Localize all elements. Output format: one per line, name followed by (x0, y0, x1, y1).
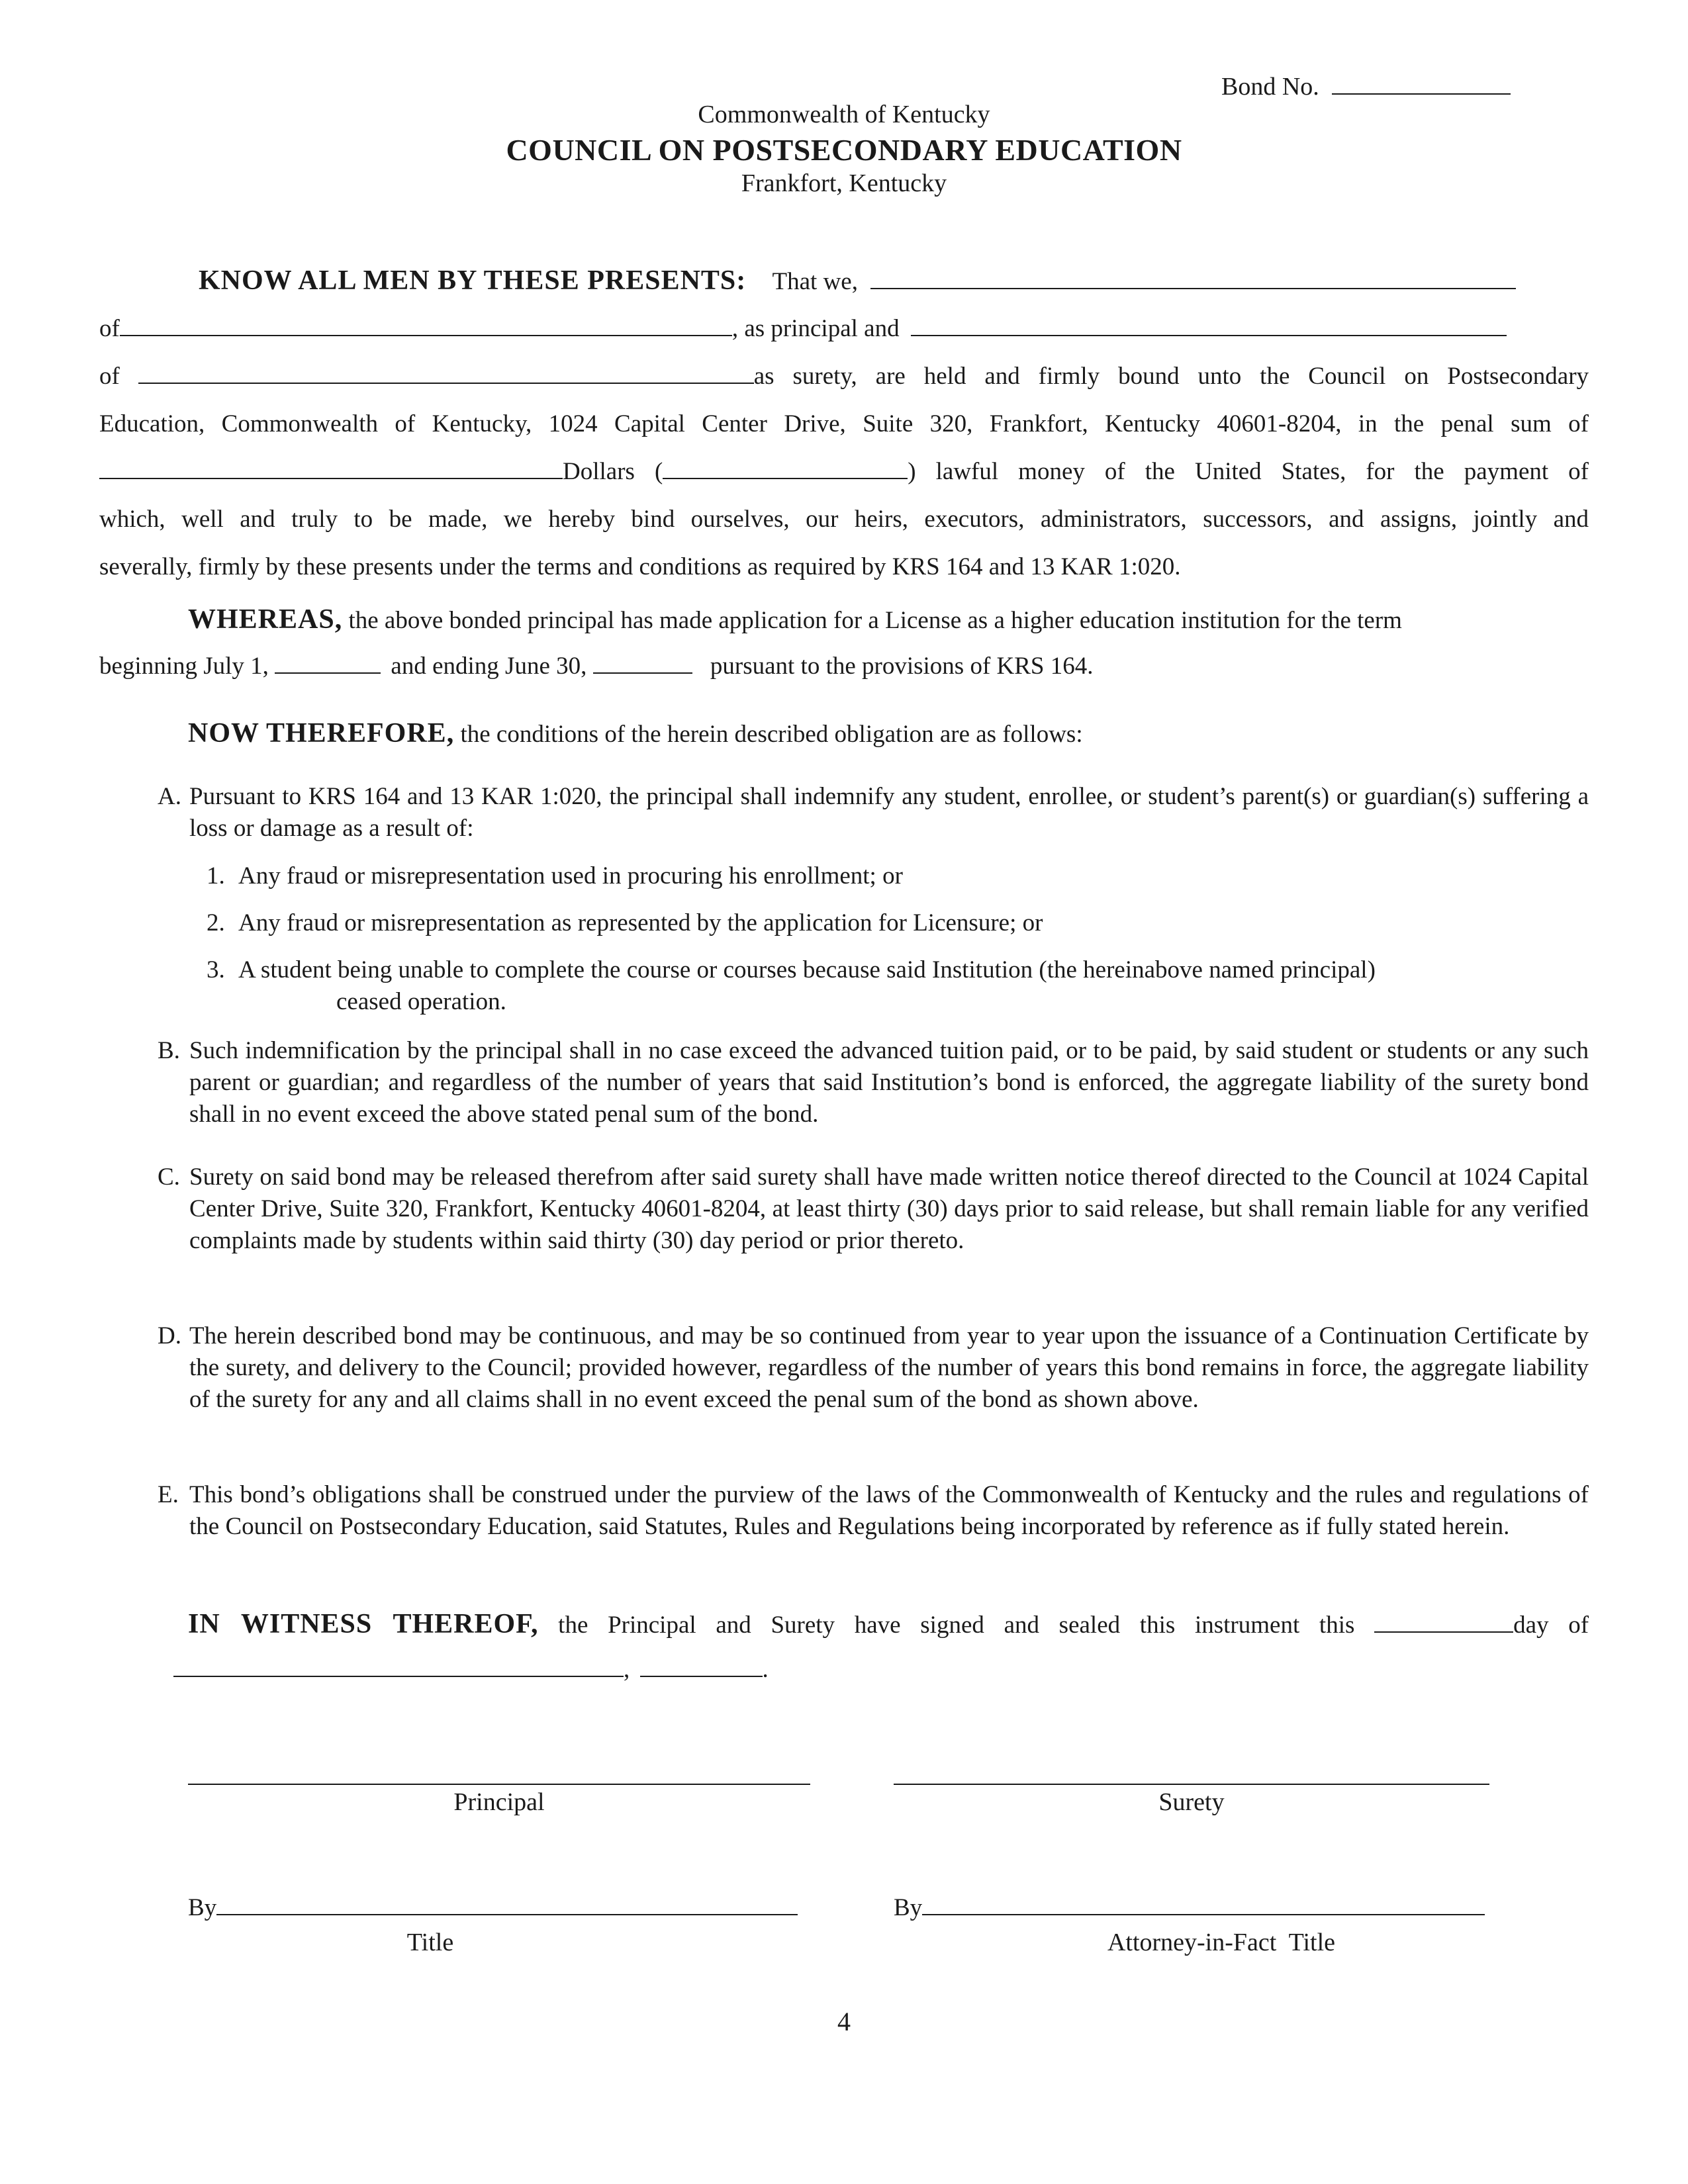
of-label-2: of (99, 363, 120, 390)
condition-text: Surety on said bond may be released therefrom after said surety shall have made written notice thereof directed to the Council at 1024 Capital Center Drive, Suite 320, Frankfort, Kentucky 40601-8204, at least thirty (30) days prior to said release, but shall remain liable for any verified complaints made by students within said thirty (30) day period or prior thereto. (189, 1163, 1589, 1254)
now-therefore-line (188, 716, 1589, 751)
header-location: Frankfort, Kentucky (741, 169, 947, 197)
whereas-line-1 (188, 602, 1589, 637)
principal-by-field[interactable] (216, 1893, 798, 1915)
now-therefore-text: the conditions of the herein described obligation are as follows: (460, 721, 1083, 748)
condition-d (158, 1320, 1589, 1416)
condition-letter: C. (158, 1163, 180, 1191)
by-left (188, 1893, 810, 1923)
attorney-by-field[interactable] (922, 1893, 1485, 1915)
as-surety-text: as surety, are held and firmly bound unto the Council on Postsecondary (753, 363, 1589, 390)
day-of-label: day of (1513, 1612, 1589, 1639)
principal-address-field[interactable] (120, 314, 732, 336)
witness-line-2 (173, 1655, 1497, 1685)
penal-sum-words-field[interactable] (99, 457, 563, 479)
condition-text: Such indemnification by the principal shall in no case exceed the advanced tuition paid, or to be paid, by said student or students or any such parent or guardian; and regardless of the number of years that said Institution’s bond is enforced, the aggregate liability of the surety bond shall in no event exceed the above stated penal sum of the bond. (189, 1037, 1589, 1128)
condition-e (158, 1479, 1589, 1543)
attorney-title-label: Attorney-in-Fact Title (1107, 1929, 1336, 1956)
witness-text: the Principal and Surety have signed and sealed this instrument this (558, 1612, 1355, 1639)
intro-line-6: which, well and truly to be made, we hereby bind ourselves, our heirs, executors, administrators, successors, and assigns, jointly and (99, 506, 1589, 533)
beginning-label: beginning July 1, (99, 653, 269, 680)
beginning-year-field[interactable] (275, 651, 381, 674)
lawful-money-text: ) lawful money of the United States, for the payment of (908, 458, 1589, 485)
header-council-title: COUNCIL ON POSTSECONDARY EDUCATION (506, 133, 1182, 167)
sub-item-continuation: ceased operation. (336, 988, 506, 1015)
as-principal-label: , as principal and (731, 315, 900, 342)
intro-lead: KNOW ALL MEN BY THESE PRESENTS: (199, 265, 747, 296)
sub-item-number: 3. (207, 956, 225, 983)
condition-letter: D. (158, 1322, 181, 1349)
header-commonwealth: Commonwealth of Kentucky (698, 101, 990, 128)
pursuant-text: pursuant to the provisions of KRS 164. (710, 653, 1094, 680)
witness-comma: , (624, 1656, 630, 1683)
page-number: 4 (837, 2007, 851, 2036)
now-therefore-lead: NOW THEREFORE, (188, 718, 455, 749)
intro-line-7: severally, firmly by these presents under the terms and conditions as required by KRS 164 and 13 KAR 1:020. (99, 553, 1181, 580)
condition-b (158, 1035, 1589, 1130)
condition-text: Pursuant to KRS 164 and 13 KAR 1:020, the principal shall indemnify any student, enrollee, or student’s parent(s) or guardian(s) suffering a loss or damage as a result of: (189, 783, 1589, 842)
sub-item-text: Any fraud or misrepresentation used in procuring his enrollment; or (238, 862, 903, 889)
witness-lead: IN WITNESS THEREOF, (188, 1609, 539, 1639)
condition-letter: E. (158, 1481, 179, 1508)
by-right-label: By (894, 1894, 923, 1921)
dollars-label: Dollars ( (563, 458, 663, 485)
whereas-text: the above bonded principal has made application for a License as a higher education institution for the term (348, 607, 1402, 634)
principal-signature-line[interactable] (188, 1784, 810, 1785)
intro-line-2 (99, 314, 1589, 344)
ending-year-field[interactable] (593, 651, 692, 674)
sub-item-number: 2. (207, 909, 225, 936)
witness-year-field[interactable] (640, 1655, 763, 1677)
surety-name-field[interactable] (911, 314, 1507, 336)
whereas-lead: WHEREAS, (188, 604, 343, 635)
sub-item-text: Any fraud or misrepresentation as represented by the application for Licensure; or (238, 909, 1043, 936)
sub-item-3 (207, 954, 1589, 1018)
condition-a (158, 781, 1589, 844)
principal-label: Principal (453, 1788, 545, 1816)
surety-address-field[interactable] (138, 361, 754, 384)
of-label-1: of (99, 315, 120, 342)
sub-item-1 (207, 860, 1589, 892)
bond-number (1221, 71, 1511, 103)
ending-label: and ending June 30, (391, 653, 587, 680)
witness-period: . (762, 1656, 769, 1683)
condition-c (158, 1161, 1589, 1257)
intro-line-5 (99, 457, 1589, 487)
witness-line-1 (188, 1607, 1589, 1642)
intro-line-4: Education, Commonwealth of Kentucky, 1024 Capital Center Drive, Suite 320, Frankfort, Kentucky 40601-8204, in the penal sum of (99, 410, 1589, 437)
witness-day-field[interactable] (1374, 1610, 1513, 1633)
sub-item-number: 1. (207, 862, 225, 889)
bond-number-label: Bond No. (1221, 73, 1319, 101)
witness-month-field[interactable] (173, 1655, 624, 1677)
intro-line-3 (99, 361, 1589, 392)
condition-text: This bond’s obligations shall be construed under the purview of the laws of the Commonwealth of Kentucky and the rules and regulations of the Council on Postsecondary Education, said Statutes, Rules and Regulations being incorporated by reference as if fully stated herein. (189, 1481, 1589, 1540)
bond-number-field[interactable] (1332, 72, 1511, 95)
principal-name-field[interactable] (870, 267, 1516, 289)
intro-that-we: That we, (772, 268, 858, 295)
condition-letter: B. (158, 1037, 180, 1064)
by-right (894, 1893, 1503, 1923)
whereas-line-2 (99, 651, 1589, 682)
condition-letter: A. (158, 783, 181, 810)
penal-sum-figures-field[interactable] (663, 457, 908, 479)
surety-signature-line[interactable] (894, 1784, 1489, 1785)
condition-text: The herein described bond may be continuous, and may be so continued from year to year upon the issuance of a Continuation Certificate by the surety, and delivery to the Council; provided however, regardless of the number of years this bond remains in force, the aggregate liability of the surety for any and all claims shall in no event exceed the penal sum of the bond as shown above. (189, 1322, 1589, 1413)
surety-label: Surety (1158, 1788, 1225, 1816)
principal-title-label: Title (406, 1929, 454, 1956)
by-left-label: By (188, 1894, 217, 1921)
intro-line-1 (199, 263, 1589, 298)
sub-item-2 (207, 907, 1589, 939)
sub-item-text: A student being unable to complete the course or courses because said Institution (the hereinabove named principal) (238, 956, 1376, 983)
